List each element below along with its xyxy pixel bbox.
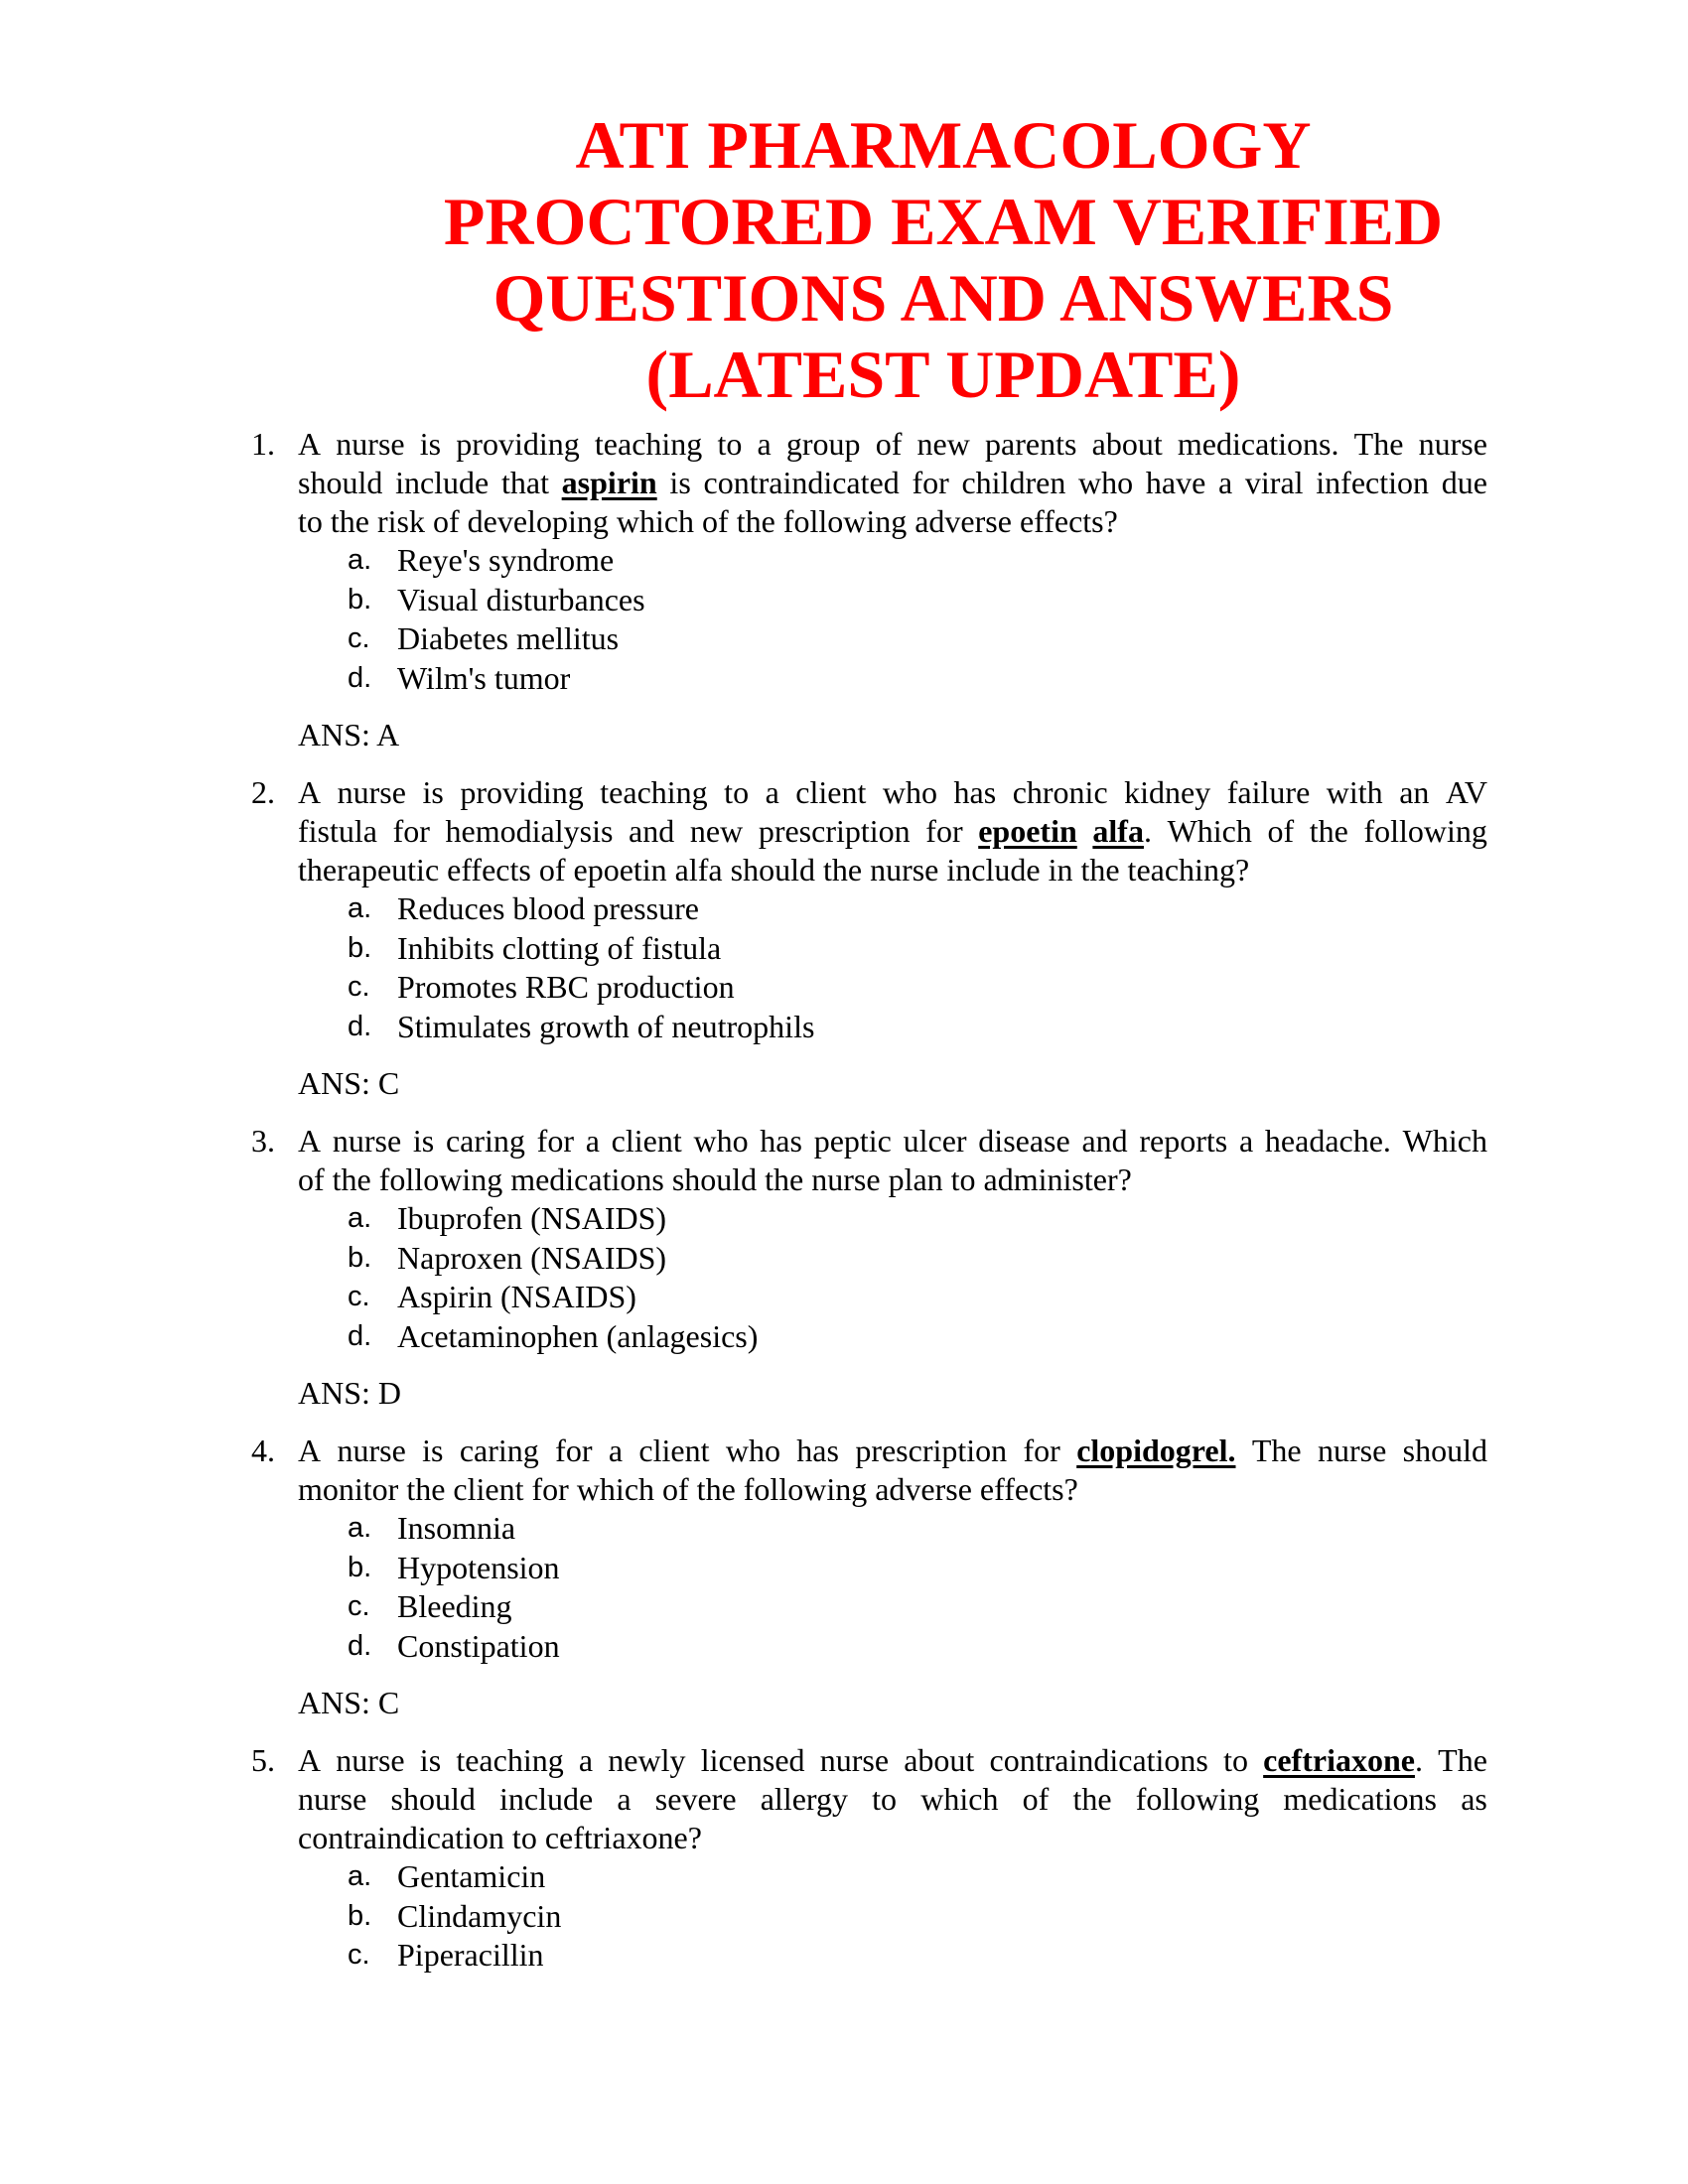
stem-word: hemodialysis <box>445 813 614 849</box>
stem-word: group <box>785 426 861 462</box>
stem-word: teaching <box>456 1742 564 1778</box>
stem-word: Which <box>1402 1123 1487 1159</box>
answer-option <box>348 1199 1489 1239</box>
stem-word: contraindications <box>989 1742 1208 1778</box>
stem-word: a <box>617 1781 632 1817</box>
stem-word: nurse <box>1317 1433 1387 1468</box>
option-text: Naproxen (NSAIDS) <box>397 1239 667 1276</box>
title-line: (LATEST UPDATE) <box>645 337 1241 412</box>
stem-line <box>298 812 1487 851</box>
document-title <box>397 107 1489 413</box>
answer-key: ANS: C <box>298 1065 400 1101</box>
option-text: Stimulates growth of neutrophils <box>397 1008 815 1044</box>
drug-name-highlight: epoetin <box>978 813 1077 849</box>
stem-word: client <box>795 774 867 810</box>
stem-word: is <box>412 1123 435 1159</box>
stem-word: nurse <box>1418 426 1487 462</box>
option-label: b. <box>348 931 372 964</box>
option-label: b. <box>348 1899 372 1932</box>
question-stem <box>298 1432 1487 1509</box>
option-label: a. <box>348 1860 372 1892</box>
stem-word: as <box>1461 1781 1487 1817</box>
option-text: Hypotension <box>397 1549 560 1585</box>
option-text: Acetaminophen (anlagesics) <box>397 1317 759 1354</box>
stem-word: allergy <box>760 1781 848 1817</box>
stem-text: monitor the client for which of the following adverse effects? <box>298 1471 1078 1507</box>
stem-word: following <box>1135 1781 1260 1817</box>
drug-name-highlight: aspirin <box>561 465 657 500</box>
answer-option <box>348 1627 1489 1667</box>
stem-word: chronic <box>1012 774 1108 810</box>
option-label: a. <box>348 544 372 576</box>
option-label: a. <box>348 892 372 924</box>
option-text: Inhibits clotting of fistula <box>397 929 722 966</box>
stem-word: has <box>953 774 997 810</box>
question-number: 4. <box>251 1433 275 1468</box>
stem-word: teaching <box>600 774 708 810</box>
option-label: d. <box>348 1319 372 1352</box>
question-stem <box>298 773 1487 889</box>
stem-word: A <box>298 774 322 810</box>
option-label: c. <box>348 1939 370 1971</box>
stem-word: nurse <box>332 1123 402 1159</box>
question-number: 3. <box>251 1123 275 1159</box>
answer-option <box>348 889 1489 929</box>
stem-word: parents <box>985 426 1077 462</box>
stem-word: A <box>298 1742 322 1778</box>
option-text: Reye's syndrome <box>397 542 615 578</box>
option-label: d. <box>348 1629 372 1662</box>
stem-word: client <box>638 1433 710 1468</box>
question-item <box>248 425 1489 754</box>
stem-word: and <box>629 813 675 849</box>
answer-option <box>348 1008 1489 1047</box>
stem-line <box>298 851 1487 889</box>
stem-word: who <box>882 774 937 810</box>
stem-text: therapeutic effects of epoetin alfa should the nurse include in the teaching? <box>298 852 1250 887</box>
option-text: Diabetes mellitus <box>397 620 620 656</box>
option-text: Gentamicin <box>397 1858 546 1894</box>
answer-option <box>348 1317 1489 1357</box>
answer-key: ANS: C <box>298 1685 400 1720</box>
question-stem <box>298 425 1487 541</box>
stem-word: should <box>390 1781 476 1817</box>
stem-word: licensed <box>700 1742 805 1778</box>
option-label: d. <box>348 661 372 694</box>
stem-word: AV <box>1445 774 1487 810</box>
stem-word: has <box>760 1123 802 1159</box>
option-text: Promotes RBC production <box>397 969 735 1005</box>
stem-word: for <box>925 813 963 849</box>
stem-word: is <box>419 1742 442 1778</box>
stem-word: about <box>904 1742 975 1778</box>
stem-word: children <box>961 465 1066 500</box>
stem-word: for <box>392 813 430 849</box>
stem-word: for <box>536 1123 574 1159</box>
stem-word: kidney <box>1124 774 1211 810</box>
stem-word: should <box>1402 1433 1487 1468</box>
option-label: d. <box>348 1010 372 1042</box>
answer-option <box>348 541 1489 581</box>
option-text: Visual disturbances <box>397 581 645 617</box>
option-text: Bleeding <box>397 1588 512 1624</box>
stem-word: of <box>1267 813 1295 849</box>
stem-line <box>298 773 1487 812</box>
stem-word: with <box>1326 774 1383 810</box>
stem-word: nurse <box>336 1742 405 1778</box>
option-label: b. <box>348 1241 372 1274</box>
stem-word: a <box>1217 465 1233 500</box>
stem-word: which <box>920 1781 999 1817</box>
question-item <box>248 1741 1489 1976</box>
stem-word: a <box>608 1433 624 1468</box>
stem-word: The <box>1251 1433 1302 1468</box>
option-label: a. <box>348 1202 372 1234</box>
stem-line <box>298 1741 1487 1780</box>
answer-option <box>348 929 1489 969</box>
stem-word: disease <box>978 1123 1070 1159</box>
option-text: Insomnia <box>397 1510 516 1546</box>
answer-option <box>348 1897 1489 1937</box>
stem-word: new <box>916 426 970 462</box>
stem-word: ulcer <box>903 1123 967 1159</box>
stem-text: to the risk of developing which of the following adverse effects? <box>298 503 1118 539</box>
stem-word: is <box>422 1433 444 1468</box>
stem-word: a <box>585 1123 600 1159</box>
stem-word: A <box>298 1123 322 1159</box>
answer-option <box>348 659 1489 699</box>
stem-word: prescription <box>855 1433 1008 1468</box>
stem-word: the <box>1309 813 1348 849</box>
stem-word: nurse <box>819 1742 890 1778</box>
stem-word: an <box>1399 774 1430 810</box>
title-line: QUESTIONS AND ANSWERS <box>492 260 1394 336</box>
stem-word: following <box>1363 813 1487 849</box>
stem-word: new <box>689 813 744 849</box>
stem-word: nurse <box>336 426 405 462</box>
stem-word: A <box>298 1433 322 1468</box>
stem-word: to <box>724 774 750 810</box>
stem-line <box>298 425 1487 464</box>
option-label: a. <box>348 1512 372 1544</box>
stem-word: nurse <box>337 1433 406 1468</box>
option-text: Clindamycin <box>397 1897 562 1934</box>
stem-word: that <box>500 465 549 500</box>
option-label: c. <box>348 622 370 654</box>
stem-word: viral <box>1244 465 1304 500</box>
stem-word: the <box>1072 1781 1112 1817</box>
question-list <box>248 425 1489 1976</box>
stem-word: providing <box>460 774 584 810</box>
stem-text: contraindication to ceftriaxone? <box>298 1820 702 1855</box>
stem-word: has <box>796 1433 839 1468</box>
stem-word: of <box>1022 1781 1050 1817</box>
title-line: ATI PHARMACOLOGY <box>575 107 1312 183</box>
answer-option <box>348 1936 1489 1976</box>
stem-word: to <box>717 426 743 462</box>
stem-word: medications. <box>1177 426 1339 462</box>
stem-word: is <box>669 465 691 500</box>
answer-option <box>348 1587 1489 1627</box>
stem-word: include <box>395 465 490 500</box>
option-label: c. <box>348 1281 370 1312</box>
stem-word: providing <box>456 426 580 462</box>
answer-option <box>348 1239 1489 1279</box>
stem-word: about <box>1091 426 1163 462</box>
question-stem <box>298 1741 1487 1857</box>
question-number: 1. <box>251 426 275 462</box>
stem-word: caring <box>459 1433 539 1468</box>
stem-word: teaching <box>594 426 703 462</box>
stem-line <box>298 464 1487 502</box>
answer-option <box>348 968 1489 1008</box>
stem-word: The <box>1353 426 1404 462</box>
stem-word: who <box>693 1123 749 1159</box>
stem-word: medications <box>1283 1781 1437 1817</box>
stem-word: nurse <box>298 1781 367 1817</box>
stem-word: for <box>555 1433 593 1468</box>
question-stem <box>298 1122 1487 1199</box>
stem-line <box>298 1432 1487 1470</box>
drug-name-highlight: clopidogrel. <box>1076 1433 1236 1468</box>
answer-option <box>348 1509 1489 1549</box>
drug-name-highlight: ceftriaxone. <box>1263 1742 1423 1778</box>
answer-option <box>348 1549 1489 1588</box>
stem-word: Which <box>1167 813 1252 849</box>
stem-word: to <box>1223 1742 1248 1778</box>
stem-word: for <box>912 465 949 500</box>
stem-word: a <box>757 426 772 462</box>
stem-line <box>298 1122 1487 1160</box>
stem-word: a <box>1238 1123 1254 1159</box>
stem-word: severe <box>654 1781 737 1817</box>
question-item <box>248 773 1489 1103</box>
option-text: Reduces blood pressure <box>397 890 699 926</box>
stem-word: a <box>765 774 779 810</box>
answer-options <box>348 1509 1489 1666</box>
option-label: b. <box>348 583 372 615</box>
option-label: c. <box>348 971 370 1003</box>
stem-word: for <box>1023 1433 1060 1468</box>
stem-word: headache. <box>1264 1123 1391 1159</box>
title-line: PROCTORED EXAM VERIFIED <box>443 184 1444 259</box>
stem-word: fistula <box>298 813 377 849</box>
stem-word: who <box>725 1433 780 1468</box>
answer-option <box>348 581 1489 620</box>
stem-word: is <box>422 774 444 810</box>
stem-word: have <box>1145 465 1206 500</box>
stem-line <box>298 1470 1487 1509</box>
option-text: Wilm's tumor <box>397 659 571 696</box>
question-item <box>248 1432 1489 1722</box>
answer-option <box>348 1278 1489 1317</box>
answer-key: ANS: A <box>298 717 400 752</box>
stem-word: include <box>499 1781 594 1817</box>
stem-word: and <box>1081 1123 1128 1159</box>
stem-word: nurse <box>337 774 406 810</box>
stem-word: a <box>578 1742 594 1778</box>
stem-line <box>298 1819 1487 1857</box>
stem-word: caring <box>445 1123 525 1159</box>
answer-option <box>348 1857 1489 1897</box>
stem-line <box>298 1160 1487 1199</box>
stem-word: should <box>298 465 383 500</box>
question-number: 2. <box>251 774 275 810</box>
option-label: b. <box>348 1551 372 1583</box>
stem-word: who <box>1078 465 1134 500</box>
stem-word: The <box>1438 1742 1487 1778</box>
stem-line <box>298 502 1487 541</box>
answer-options <box>348 1857 1489 1976</box>
stem-word: A <box>298 426 322 462</box>
stem-word: client <box>611 1123 682 1159</box>
answer-options <box>348 541 1489 698</box>
option-text: Ibuprofen (NSAIDS) <box>397 1200 667 1236</box>
stem-line <box>298 1780 1487 1819</box>
stem-word: infection <box>1316 465 1429 500</box>
question-number: 5. <box>251 1742 275 1778</box>
stem-word: due <box>1441 465 1487 500</box>
stem-word: prescription <box>758 813 911 849</box>
answer-option <box>348 619 1489 659</box>
option-text: Piperacillin <box>397 1937 544 1973</box>
stem-word: of <box>875 426 903 462</box>
stem-word: reports <box>1139 1123 1228 1159</box>
answer-options <box>348 889 1489 1046</box>
answer-key: ANS: D <box>298 1375 402 1411</box>
stem-word: failure <box>1226 774 1311 810</box>
stem-text: of the following medications should the nurse plan to administer? <box>298 1161 1132 1197</box>
answer-options <box>348 1199 1489 1356</box>
stem-word: to <box>872 1781 898 1817</box>
stem-word: newly <box>608 1742 686 1778</box>
option-text: Aspirin (NSAIDS) <box>397 1279 636 1314</box>
option-label: c. <box>348 1590 370 1622</box>
stem-word: contraindicated <box>703 465 900 500</box>
option-text: Constipation <box>397 1627 560 1664</box>
stem-word: is <box>419 426 442 462</box>
question-item <box>248 1122 1489 1413</box>
stem-word: peptic <box>813 1123 892 1159</box>
drug-name-highlight: alfa. <box>1092 813 1152 849</box>
